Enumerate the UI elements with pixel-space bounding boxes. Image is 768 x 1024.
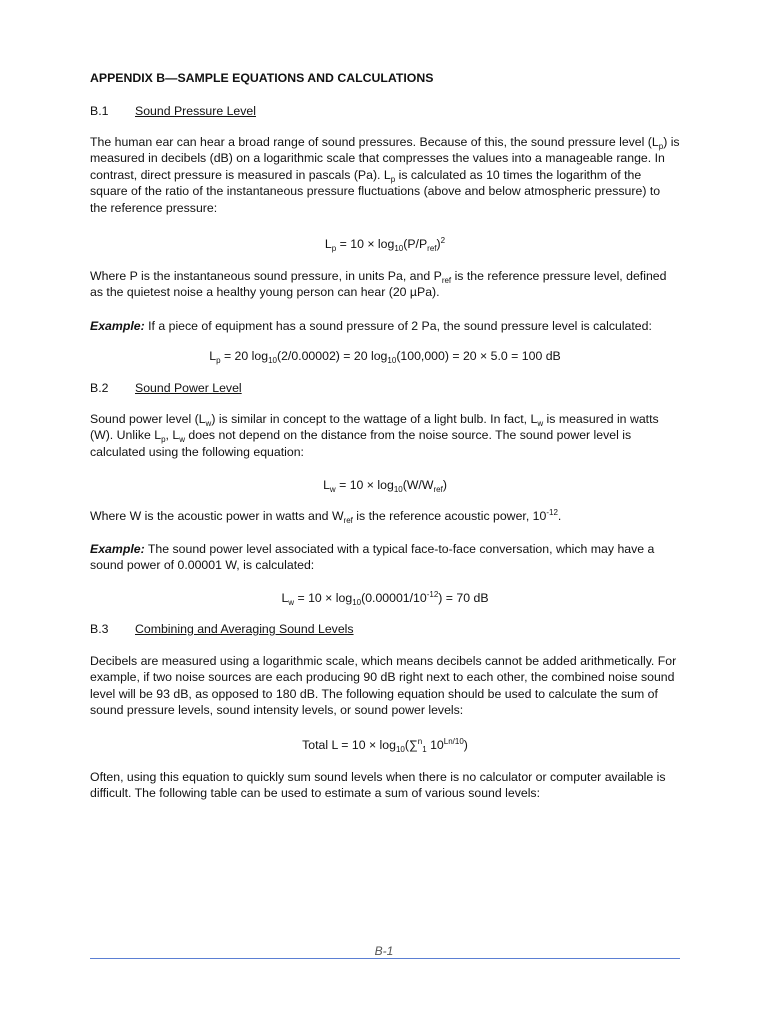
example-sound-power: Example: The sound power level associated with a typical face-to-face conversation, which may have a sound power of 0.00001 W, is calculated: [90, 542, 655, 573]
section-heading-b2 [90, 380, 680, 396]
page-number: B-1 [374, 944, 394, 958]
section-number: B.3 [90, 622, 109, 636]
example-sound-pressure: Example: If a piece of equipment has a sound pressure of 2 Pa, the sound pressure level is calculated: [90, 319, 652, 333]
section-title: Sound Power Level [135, 381, 242, 395]
equation-sound-power-example: $L_w = 10 \times \log_{10}(0.00001/10^{-12}) = 70$ dB [281, 590, 489, 607]
equation-sound-pressure-example: $L_p = 20$ $\log_{10}(2/0.00002) = 20$ $\log_{10}(100,000) = 20 \times 5.0 = 100$ dB [209, 349, 561, 365]
equation-sound-pressure-level: $L_p = 10 \times \log_{10}(P/P_{ref})^2$ [324, 236, 446, 253]
section-heading-b3 [90, 621, 680, 637]
section-number: B.1 [90, 104, 109, 118]
section-heading-b1 [90, 103, 680, 119]
equation-sound-power-level: $L_w = 10 \times \log_{10}(W/W_{ref})$ [323, 478, 447, 494]
paragraph-power-definition: Where W is the acoustic power in watts and $W_{ref}$ is the reference acoustic power, $10^{-12}$. [90, 508, 562, 525]
section-number: B.2 [90, 381, 109, 395]
paragraph-sound-power-intro: Sound power level $(L_w)$ is similar in concept to the wattage of a light bulb. In fact, $L_w$ is measured in watts (W). Unlike $L_p$, $L_w$ does not depend on the distance from the noise source. The sound power level is calculated using the following equation: [90, 412, 659, 459]
footer-divider [90, 958, 680, 959]
equation-total-level: Total $L = 10 \times \log_{10}(\sum^n_1$ $10^{Ln/10}$) [302, 737, 468, 754]
paragraph-sound-pressure-intro: The human ear can hear a broad range of sound pressures. Because of this, the sound pressure level $(L_p)$ is measured in decibels (dB) on a logarithmic scale that compresses the values into a manageable range. In contrast, direct pressure is measured in pascals (Pa). $L_p$ is calculated as 10 times the logarithm of the square of the ratio of the instantaneous pressure fluctuations (above and below atmospheric pressure) to the reference pressure: [90, 135, 680, 215]
section-title: Sound Pressure Level [135, 104, 256, 118]
paragraph-combining-levels: Decibels are measured using a logarithmic scale, which means decibels cannot be added arithmetically. For example, if two noise sources are each producing 90 dB right next to each other, the combined noise sound level will be 93 dB, as opposed to 180 dB. The following equation should be used to calculate the sum of sound pressure levels, sound intensity levels, or sound power levels: [90, 654, 677, 718]
paragraph-pressure-definition: Where P is the instantaneous sound pressure, in units Pa, and $P_{ref}$ is the reference pressure level, defined as the quietest noise a healthy young person can hear (20 µPa). [90, 269, 667, 300]
section-title: Combining and Averaging Sound Levels [135, 622, 354, 636]
paragraph-table-intro: Often, using this equation to quickly sum sound levels when there is no calculator or computer available is difficult. The following table can be used to estimate a sum of various sound levels: [90, 770, 666, 801]
page-title: APPENDIX B—SAMPLE EQUATIONS AND CALCULATIONS [90, 71, 434, 85]
